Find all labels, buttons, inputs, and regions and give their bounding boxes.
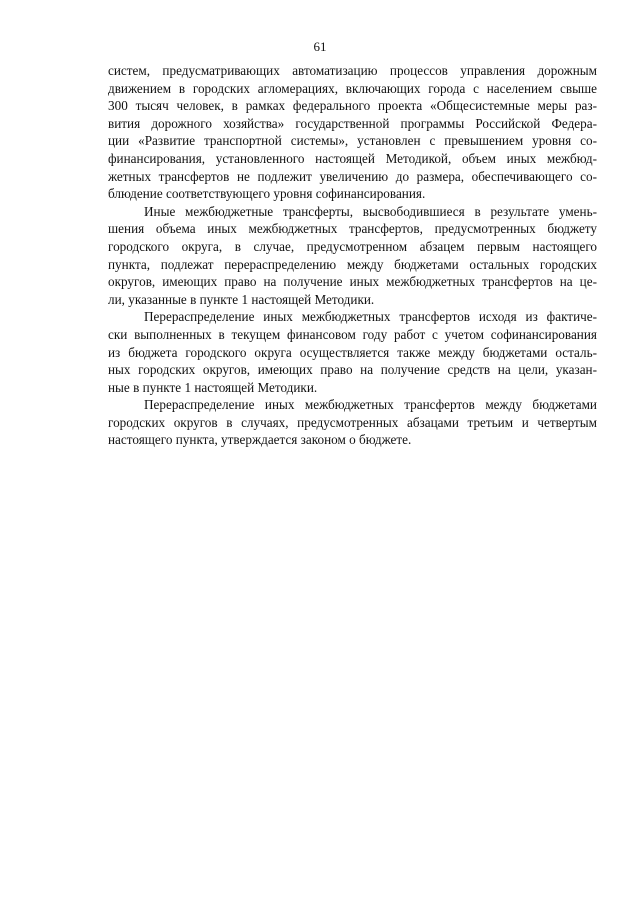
paragraph-2 xyxy=(108,203,597,309)
paragraph-3 xyxy=(108,308,597,396)
text-line: ции «Развитие транспортной системы», установлен с превышением уровня со- xyxy=(108,133,597,149)
text-line: Перераспределение иных межбюджетных трансфертов исходя из фактиче- xyxy=(144,309,597,325)
paragraph-1 xyxy=(108,62,597,203)
text-line: округов, имеющих право на получение иных межбюджетных трансфертов на це- xyxy=(108,274,597,290)
page-number: 61 xyxy=(313,39,327,54)
text-line: ные в пункте 1 настоящей Методики. xyxy=(108,379,318,395)
text-line: 300 тысяч человек, в рамках федерального проекта «Общесистемные меры раз- xyxy=(108,98,597,114)
text-line: вития дорожного хозяйства» государственной программы Российской Федера- xyxy=(108,115,597,131)
text-line: городского округа, в случае, предусмотренном абзацем первым настоящего xyxy=(108,238,597,254)
text-line: Перераспределение иных межбюджетных трансфертов между бюджетами xyxy=(144,397,597,413)
text-line: жетных трансфертов не подлежит увеличению до размера, обеспечивающего со- xyxy=(108,168,597,184)
text-line: блюдение соответствующего уровня софинансирования. xyxy=(108,186,426,202)
text-line: шения объема иных межбюджетных трансфертов, предусмотренных бюджету xyxy=(108,221,597,237)
text-line: ски выполненных в текущем финансовом году работ с учетом софинансирования xyxy=(108,326,597,342)
text-body xyxy=(108,62,597,449)
text-line: ных городских округов, имеющих право на получение средств на цели, указан- xyxy=(108,362,597,378)
text-line: городских округов в случаях, предусмотренных абзацами третьим и четвертым xyxy=(108,414,597,430)
text-line: финансирования, установленного настоящей Методикой, объем иных межбюд- xyxy=(108,150,597,166)
text-line: пункта, подлежат перераспределению между бюджетами остальных городских xyxy=(108,256,597,272)
text-line: настоящего пункта, утверждается законом о бюджете. xyxy=(108,432,412,448)
text-line: движением в городских агломерациях, включающих города с населением свыше xyxy=(108,80,597,96)
text-line: ли, указанные в пункте 1 настоящей Методики. xyxy=(108,291,375,307)
text-line: Иные межбюджетные трансферты, высвободившиеся в результате умень- xyxy=(144,203,597,219)
paragraph-4 xyxy=(108,396,597,449)
text-line: из бюджета городского округа осуществляется также между бюджетами осталь- xyxy=(108,344,597,360)
text-line: систем, предусматривающих автоматизацию процессов управления дорожным xyxy=(108,63,597,78)
